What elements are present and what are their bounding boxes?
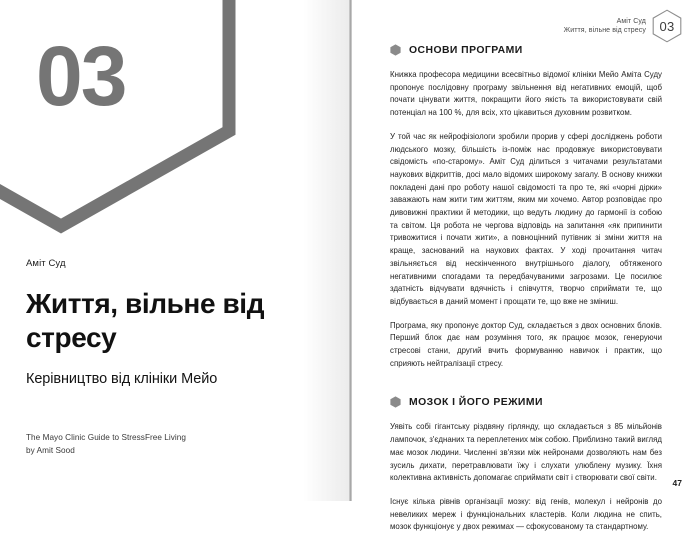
paragraph: Програма, яку пропонує доктор Суд, складається з двох основних блоків. Перший блок дає нам розуміння того, як працює мозок, генеруючи стресові стани, другий вчить формуванню навичок і практик, що сприяють нейтралізації стресу. (390, 320, 662, 368)
book-author: Аміт Суд (26, 258, 66, 269)
running-head-author: Аміт Суд (616, 17, 646, 25)
paragraph: Існує кілька рівнів організації мозку: від генів, молекул і нейронів до невеликих мереж і функціональних кластерів. Коли людина не спить, мозок функціонує у двох режимах — сфокусованому та стандартному. (390, 496, 662, 532)
running-head-hexagon-icon (652, 9, 682, 43)
section-heading-1 (390, 44, 662, 56)
section-title-2: МОЗОК І ЙОГО РЕЖИМИ (409, 396, 543, 408)
left-page (0, 0, 349, 501)
paragraph: Книжка професора медицини всесвітньо відомої клініки Мейо Аміта Суду пропонує послідовну програму звільнення від негативних емоцій, щоб почати цінувати життя, покращити його якість та використовувати свій потенціал на 100 %, для всіх, хто цікавиться духовним розвитком. (390, 70, 662, 118)
paragraph: У той час як нейрофізіологи зробили прорив у сфері досліджень роботи людського мозку, більшість із-поміж нас продовжує використовувати свідомість «по-старому». Аміт Суд ділиться з читачами результатами наукових відкриттів, досі мало відомих широкому загалу. В основу книжки покладені дані про роботу нашої свідомості та про те, які «чорні дірки» заважають нам жити тим життям, яким ми хочемо. Автор розповідає про дивовижні практики й методики, що ведуть людину до гармонії із собою та світом. Ця робота не чергова відповідь на запитання «як припинити тривожитися і почати жити», а повноцінний путівник зі зміни життя на краще, заснований на наукових фактах. У ході прочитання читач звільняється від нескінченного внутрішнього діалогу, обтяженого негативними спогадами та передбачуваними загрозами. Це посилює здатність відчувати вдячність і співчуття, творчо сприймати те, що відбувається в даний момент і прощати те, що вже не зміниш. (390, 131, 662, 306)
book-subtitle: Керівництво від клініки Мейо (26, 371, 218, 388)
section-spacer (390, 381, 662, 396)
original-title-line-2: by Amit Sood (26, 445, 75, 455)
original-title-block (26, 432, 326, 457)
running-head-text (564, 17, 646, 36)
original-title-line-1: The Mayo Clinic Guide to StressFree Living (26, 433, 187, 442)
body-column (390, 44, 662, 534)
chapter-number: 03 (36, 29, 126, 123)
right-page (352, 0, 700, 532)
paragraph: Уявіть собі гігантську різдвяну гірлянду, що складається з 85 мільйонів лампочок, з'єднаних та переплетених між собою. Приблизно такий вигляд має мозок людини. Численні зв'язки між нейронами дозволяють нам без зусиль дихати, перетравлювати їжу і слухати улюблену музику. Їхня колективна активність допомагає сприймати світ і створювати свої світи. (390, 422, 662, 483)
left-page-content (26, 258, 326, 387)
running-head (564, 9, 682, 43)
hexagon-bullet-icon (390, 396, 401, 408)
section-heading-2 (390, 396, 662, 408)
book-title: Життя, вільне від стресу (26, 288, 265, 354)
hexagon-bullet-icon (390, 44, 401, 56)
page-number: 47 (672, 478, 682, 488)
section-title-1: ОСНОВИ ПРОГРАМИ (409, 44, 523, 56)
running-head-title: Життя, вільне від стресу (563, 27, 646, 34)
running-head-chapter-number: 03 (659, 18, 675, 34)
